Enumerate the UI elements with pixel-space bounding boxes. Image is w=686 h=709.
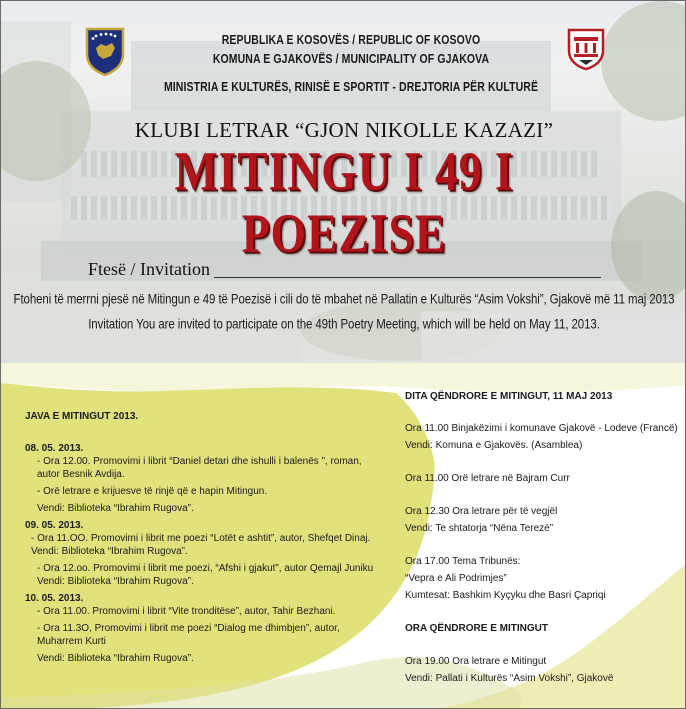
central-hour-line-1: Ora 19.00 Ora letrare e Mitingut: [405, 656, 547, 667]
block-4-line-1: Ora 17.00 Tema Tribunës:: [405, 556, 521, 567]
central-day-heading: DITA QËNDRORE E MITINGUT, 11 MAJ 2013: [405, 391, 613, 402]
week-program: [25, 410, 375, 665]
day-1-line-2: autor Besnik Avdija.: [37, 469, 125, 480]
block-1-line-1: Ora 11.00 Binjakëzimi i komunave Gjakovë - Lodeve (Francë): [405, 423, 678, 434]
day-1-line-3: - Orë letrare e krijuesve të rinjë që e hapin Mitingun.: [37, 486, 268, 497]
block-3-line-1: Ora 12.30 Ora letrare për të vegjël: [405, 506, 558, 517]
header-ministry: MINISTRIA E KULTURËS, RINISË E SPORTIT - DREJTORIA PËR KULTURË: [163, 79, 539, 95]
day-3-line-3: Muharrem Kurti: [37, 636, 106, 647]
day-2-line-4: Vendi: Biblioteka “Ibrahim Rugova”.: [37, 576, 194, 587]
day-3-line-4: Vendi: Biblioteka “Ibrahim Rugova”.: [37, 653, 194, 664]
invitation-text-albanian: Ftoheni të merrni pjesë në Mitingun e 49 të Poezisë i cili do të mbahet në Pallatin e Kulturës “Asim Vokshi”, Gjakovë më 11 maj 2013: [13, 292, 675, 308]
kosovo-emblem-icon: [84, 26, 126, 76]
block-1-line-2: Vendi: Komuna e Gjakovës. (Asamblea): [405, 440, 583, 451]
central-day-program: [405, 390, 678, 685]
day-2-line-1: - Ora 11.OO. Promovimi i librit me poezi “Lotët e ashtit”, autor, Shefqet Dinaj.: [31, 533, 371, 544]
day-2-line-2: Vendi: Biblioteka “Ibrahim Rugova”.: [31, 546, 188, 557]
day-3-line-1: - Ora 11.00. Promovimi i librit “Vite tronditëse”, autor, Tahir Bezhani.: [37, 606, 336, 617]
event-title: MITINGU I 49 I POEZISE: [174, 142, 514, 264]
day-1-line-1: - Ora 12.00. Promovimi i librit “Daniel detari dhe ishulli i balenës ”, roman,: [37, 456, 362, 467]
week-heading: JAVA E MITINGUT 2013.: [25, 411, 139, 422]
invitation-underline: [214, 277, 601, 278]
invitation-label: Ftesë / Invitation: [88, 259, 210, 279]
day-1-line-4: Vendi: Biblioteka “Ibrahim Rugova”.: [37, 503, 194, 514]
header-municipality: KOMUNA E GJAKOVËS / MUNICIPALITY OF GJAKOVA: [212, 51, 490, 67]
block-4-line-2: “Vepra e Ali Podrimjes”: [405, 573, 507, 584]
club-name: KLUBI LETRAR “GJON NIKOLLE KAZAZI”: [134, 118, 554, 142]
day-2-line-3: - Ora 12.oo. Promovimi i librit me poezi, “Afshi i gjakut”, autor Qemajl Juniku: [37, 563, 374, 574]
day-date-2: 09. 05. 2013.: [25, 520, 84, 531]
header-republic: REPUBLIKA E KOSOVËS / REPUBLIC OF KOSOVO: [221, 32, 481, 48]
day-date-3: 10. 05. 2013.: [25, 593, 84, 604]
gjakova-emblem-icon: [563, 25, 609, 71]
central-hour-heading: ORA QËNDRORE E MITINGUT: [405, 623, 548, 634]
block-4-line-3: Kumtesat: Bashkim Kyçyku dhe Basri Çapriqi: [405, 590, 606, 601]
block-3-line-2: Vendi: Te shtatorja “Nëna Terezë”: [405, 523, 554, 534]
invitation-text-english: Invitation You are invited to participate on the 49th Poetry Meeting, which will be held on May 11, 2013.: [88, 317, 600, 333]
background-photo: [1, 1, 686, 363]
day-date-1: 08. 05. 2013.: [25, 443, 84, 454]
block-2-line-1: Ora 11.00 Orë letrare në Bajram Curr: [405, 473, 570, 484]
day-3-line-2: - Ora 11.3O, Promovimi i librit me poezi “Dialog me dhimbjen”, autor,: [37, 623, 340, 634]
central-hour-line-2: Vendi: Pallati i Kulturës “Asim Vokshi”, Gjakovë: [405, 673, 614, 684]
